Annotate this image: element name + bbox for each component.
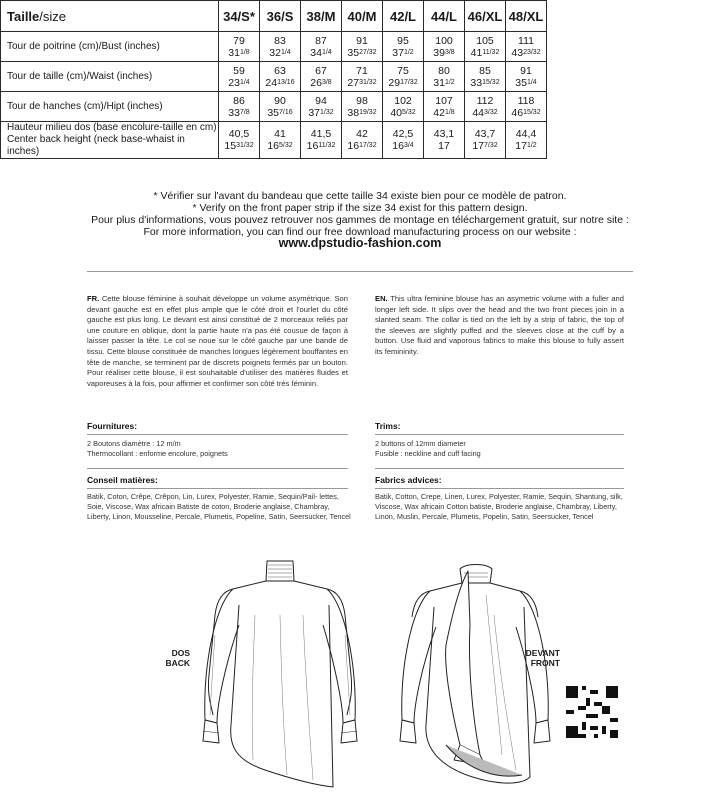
qr-code[interactable] [566,686,618,738]
size-value-cell [424,122,465,159]
size-value-cm: 85 [479,64,491,77]
description-fr: FR. Cette blouse féminine à souhait développe un volume asymétrique. Son devant gauche est en effet plus ample que le côté droit et l'ourlet du côté gauche est plus long. Le devant est ainsi constitué de 2 morceaux reliés par une couture en oblique, dont la partie haute n'a pas été cousue de façon à laisser passer la tête. Le col se noue sur le côté gauche par une bande de tissu. Cette blouse constituée de manches longues légèrement bouffantes en tête de manche, se terminent par de discrets poignets fermés par un bouton. Pour réaliser cette blouse, il est souhaitable d'utiliser des matières fluides et vaporeuses à la fois, pour affirmer et confirmer son côté très féminin. [87,294,348,388]
size-value-cell [260,32,301,62]
size-value-inches-fraction: 1/4 [239,78,250,86]
size-value-inches-fraction: 1/4 [280,48,291,56]
size-row-label [1,62,219,92]
size-value-inches [506,47,546,59]
size-value-inches-whole: 16 [347,140,360,152]
divider [87,434,348,435]
size-value-inches-fraction: 31/32 [359,78,377,86]
size-value-cell [465,32,506,62]
divider [375,488,624,489]
size-value-cm: 112 [476,94,494,107]
size-value-cm: 98 [356,94,368,107]
website-link[interactable]: www.dpstudio-fashion.com [278,236,442,250]
size-value-inches-whole: 40 [390,106,403,119]
size-value-cm: 42 [356,128,368,140]
blouse-back-illustration [195,555,365,795]
size-value-inches [301,47,341,59]
size-value-cm: 40,5 [228,128,250,140]
size-value-inches [219,47,259,59]
size-row-label-line: Hauteur milieu dos (base encolure-taille en cm) [7,122,217,133]
trims-line: Fusible : neckline and cuff facing [375,449,481,458]
size-value-cell [506,92,547,122]
size-value-cell [383,62,424,92]
size-value-inches [342,77,382,89]
size-value-inches-fraction: 15/32 [523,108,541,116]
size-value-inches-whole: 15 [224,140,237,152]
size-value-inches [219,140,259,152]
size-value-inches-fraction: 7/16 [279,108,293,116]
size-value-inches [465,107,505,119]
size-value-inches-fraction: 1/4 [526,78,537,86]
fournitures-title: Fournitures: [87,421,138,431]
size-value-cm: 63 [274,64,286,77]
size-value-cell [301,62,342,92]
size-value-inches [383,107,423,119]
size-value-cell [465,122,506,159]
size-value-inches-fraction: 27/32 [359,48,377,56]
size-value-cell [301,92,342,122]
trims-line: 2 buttons of 12mm diameter [375,439,466,448]
size-value-inches-fraction: 3/4 [403,142,414,149]
size-value-inches-whole: 33 [470,76,483,89]
size-value-cm: 91 [356,34,368,47]
size-value-inches-fraction: 11/32 [318,142,336,149]
size-value-cell [506,32,547,62]
size-value-inches-fraction: 11/32 [482,48,500,56]
size-value-inches-whole: 16 [392,140,404,152]
size-value-inches-whole: 33 [228,106,240,119]
size-note-fr: * Vérifier sur l'avant du bandeau que cette taille 34 existe bien pour ce modèle de patron. [153,190,567,202]
size-value-inches [506,140,546,152]
size-header-label: Taille/size [1,1,219,32]
size-value-inches-whole: 42 [433,106,445,119]
size-value-cm: 100 [435,34,453,47]
size-header-cell: 44/L [424,1,465,32]
size-value-inches [465,47,505,59]
size-value-cm: 86 [233,94,245,107]
size-value-cm: 79 [233,34,245,47]
size-value-inches-whole: 17 [438,140,450,152]
size-value-cm: 87 [315,34,327,47]
size-value-cell [424,32,465,62]
size-value-inches-fraction: 17/32 [400,78,418,86]
size-value-inches-fraction: 15/32 [482,78,500,86]
size-value-inches-fraction: 1/2 [403,48,414,56]
size-value-inches-whole: 29 [388,76,401,89]
size-value-inches-fraction: 1/2 [444,78,455,86]
size-value-inches [219,107,259,119]
size-value-inches-whole: 31 [228,46,240,59]
size-value-cell [219,92,260,122]
size-value-inches-whole: 16 [306,140,319,152]
size-value-inches-whole: 31 [433,76,445,89]
size-value-cm: 118 [517,94,535,107]
size-value-inches-fraction: 3/32 [484,108,498,116]
size-value-inches-fraction: 5/32 [279,142,293,149]
divider [375,468,624,469]
size-value-inches-whole: 44 [472,106,485,119]
size-value-cell [342,122,383,159]
size-value-inches-fraction: 1/2 [526,142,537,149]
size-value-cell [383,92,424,122]
size-value-cm: 94 [315,94,327,107]
size-value-inches-fraction: 7/8 [239,108,250,116]
size-value-inches [301,140,341,152]
size-value-cm: 91 [520,64,532,77]
size-value-inches-fraction: 13/16 [277,78,295,86]
size-row-label-line: Tour de hanches (cm)/Hipt (inches) [7,100,163,112]
size-value-inches [383,47,423,59]
size-value-cm: 41,5 [310,128,332,140]
size-value-cell [506,122,547,159]
fournitures-line: Thermocollant : enforme encolure, poignets [87,449,228,458]
divider [375,434,624,435]
size-value-inches-fraction: 23/32 [523,48,541,56]
size-row-label [1,32,219,62]
size-value-inches-whole: 35 [515,76,527,89]
size-value-cm: 71 [356,64,368,77]
size-value-inches-fraction: 19/32 [359,108,377,116]
size-value-cell [465,92,506,122]
divider [87,271,633,272]
size-value-cell [383,122,424,159]
size-header-cell: 42/L [383,1,424,32]
size-value-inches-fraction: 3/8 [321,78,332,86]
qr-code-graphic [566,686,618,738]
fabrics-title: Fabrics advices: [375,475,442,485]
size-value-cm: 102 [394,94,412,107]
size-value-cell [465,62,506,92]
size-value-inches-fraction: 17/32 [359,142,377,149]
info-note-fr: Pour plus d'informations, vous pouvez retrouver nos gammes de montage en téléchargement gratuit, sur notre site : [91,214,629,226]
size-value-inches-fraction: 3/8 [444,48,455,56]
size-value-cell [260,62,301,92]
size-value-cm: 111 [518,34,534,47]
size-value-inches [260,47,300,59]
size-value-inches-whole: 35 [267,106,280,119]
conseil-title: Conseil matières: [87,475,158,485]
front-view-label: DEVANT FRONT [525,648,560,668]
size-header-row [1,1,547,32]
size-value-cm: 42,5 [392,128,414,140]
size-value-inches-fraction: 5/32 [402,108,416,116]
blouse-front-illustration [390,555,560,795]
size-value-inches-whole: 41 [470,46,483,59]
size-value-cell [383,32,424,62]
size-value-inches-fraction: 1/8 [239,48,250,56]
size-value-inches [424,47,464,59]
size-table [0,0,547,159]
size-value-inches [424,77,464,89]
size-value-cm: 41 [274,128,286,140]
size-value-cell [506,62,547,92]
size-value-cell [219,122,260,159]
size-value-inches-fraction: 31/32 [236,142,254,149]
size-value-inches [424,140,464,152]
size-value-inches-whole: 34 [310,46,322,59]
size-value-inches [260,77,300,89]
size-value-inches [342,47,382,59]
size-value-cm: 75 [397,64,409,77]
size-row-label-line: Center back height (neck base-whaist in inches) [7,134,185,157]
size-value-cm: 95 [397,34,409,47]
size-value-inches-whole: 37 [392,46,404,59]
size-value-cell [342,32,383,62]
size-note-en: * Verify on the front paper strip if the size 34 exist for this pattern design. [192,202,528,214]
size-value-cm: 90 [274,94,286,107]
trims-title: Trims: [375,421,401,431]
size-value-cm: 59 [233,64,245,77]
size-value-cell [301,32,342,62]
size-row [1,92,547,122]
size-row [1,32,547,62]
size-value-cell [260,122,301,159]
size-value-inches-whole: 27 [347,76,360,89]
size-value-cell [260,92,301,122]
size-value-cm: 44,4 [515,128,537,140]
size-header-cell: 48/XL [506,1,547,32]
size-value-inches [506,77,546,89]
size-value-cell [424,62,465,92]
size-value-inches-whole: 38 [347,106,360,119]
size-value-inches [383,77,423,89]
conseil-text: Batik, Coton, Crêpe, Crêpon, Lin, Lurex, Polyester, Ramie, Sequin/Pail- lettes, Soie, Viscose, Wax africain Batiste de coton, Broderie anglaise, Chambray, Liberty, Linon, Mousseline, Percale, Plumetis, Popeline, Satin, Seersucker, Tencel [87,492,351,521]
size-value-inches [383,140,423,152]
size-header-cell: 36/S [260,1,301,32]
size-row-label [1,122,219,159]
fournitures-line: 2 Boutons diamètre : 12 m/m [87,439,181,448]
size-value-inches [342,140,382,152]
size-value-inches [424,107,464,119]
size-value-inches-whole: 17 [515,140,527,152]
size-value-cm: 83 [274,34,286,47]
size-value-cell [342,92,383,122]
size-header-cell: 34/S* [219,1,260,32]
size-value-inches-whole: 26 [310,76,322,89]
size-row-label-line: Tour de poitrine (cm)/Bust (inches) [7,40,160,52]
size-value-inches [506,107,546,119]
divider [87,468,348,469]
size-value-cm: 107 [435,94,453,107]
size-value-inches [342,107,382,119]
size-value-inches-whole: 35 [347,46,360,59]
size-value-inches-whole: 46 [511,106,524,119]
size-value-inches-whole: 39 [433,46,445,59]
info-note-en: For more information, you can find our free download manufacturing process on our website : [143,226,577,238]
size-value-cm: 43,1 [433,128,455,140]
size-value-cell [424,92,465,122]
size-value-inches-fraction: 1/8 [444,108,455,116]
description-en: EN. This ultra feminine blouse has an asymetric volume with a fuller and longer left side. It slips over the head and the two front pieces join in a slanted seam. The collar is tied on the left by a strip of fabric, the top of the sleeves are slightly puffed and the sleeves close at the cuff by a button. Use fluid and vaporous fabrics to make this blouse to fully assert its femininity. [375,294,624,356]
size-value-cell [342,62,383,92]
size-value-inches [465,77,505,89]
size-value-inches-fraction: 7/32 [484,142,498,149]
size-value-cell [219,32,260,62]
size-header-cell: 38/M [301,1,342,32]
size-value-cell [219,62,260,92]
size-header-cell: 40/M [342,1,383,32]
size-value-cm: 43,7 [474,128,496,140]
size-value-inches-fraction: 1/4 [321,48,332,56]
size-row [1,122,547,159]
size-row-label [1,92,219,122]
size-value-inches-whole: 16 [267,140,280,152]
size-value-inches-whole: 37 [308,106,321,119]
size-value-cell [301,122,342,159]
size-value-inches-whole: 24 [265,76,278,89]
size-value-inches [260,140,300,152]
size-value-inches-fraction: 1/32 [320,108,334,116]
size-value-inches [301,77,341,89]
size-header-cell: 46/XL [465,1,506,32]
size-row [1,62,547,92]
fabrics-text: Batik, Cotton, Crepe, Linen, Lurex, Polyester, Ramie, Sequin, Shantung, silk, Viscose, Wax africain Cotton batiste, Broderie anglaise, Chambray, Liberty, Linon, Muslin, Percale, Plumetis, Popelin, Satin, Seersucker, Tencel [375,492,623,521]
size-value-inches-whole: 23 [228,76,240,89]
size-value-inches [465,140,505,152]
size-value-inches-whole: 17 [472,140,485,152]
size-value-inches-whole: 32 [269,46,281,59]
size-value-cm: 67 [315,64,327,77]
size-value-inches [260,107,300,119]
size-value-cm: 80 [438,64,450,77]
size-value-inches-whole: 43 [511,46,524,59]
divider [87,488,348,489]
back-view-label: DOS BACK [165,648,190,668]
size-value-inches [219,77,259,89]
size-value-cm: 105 [476,34,494,47]
size-value-inches [301,107,341,119]
size-row-label-line: Tour de taille (cm)/Waist (inches) [7,70,153,82]
